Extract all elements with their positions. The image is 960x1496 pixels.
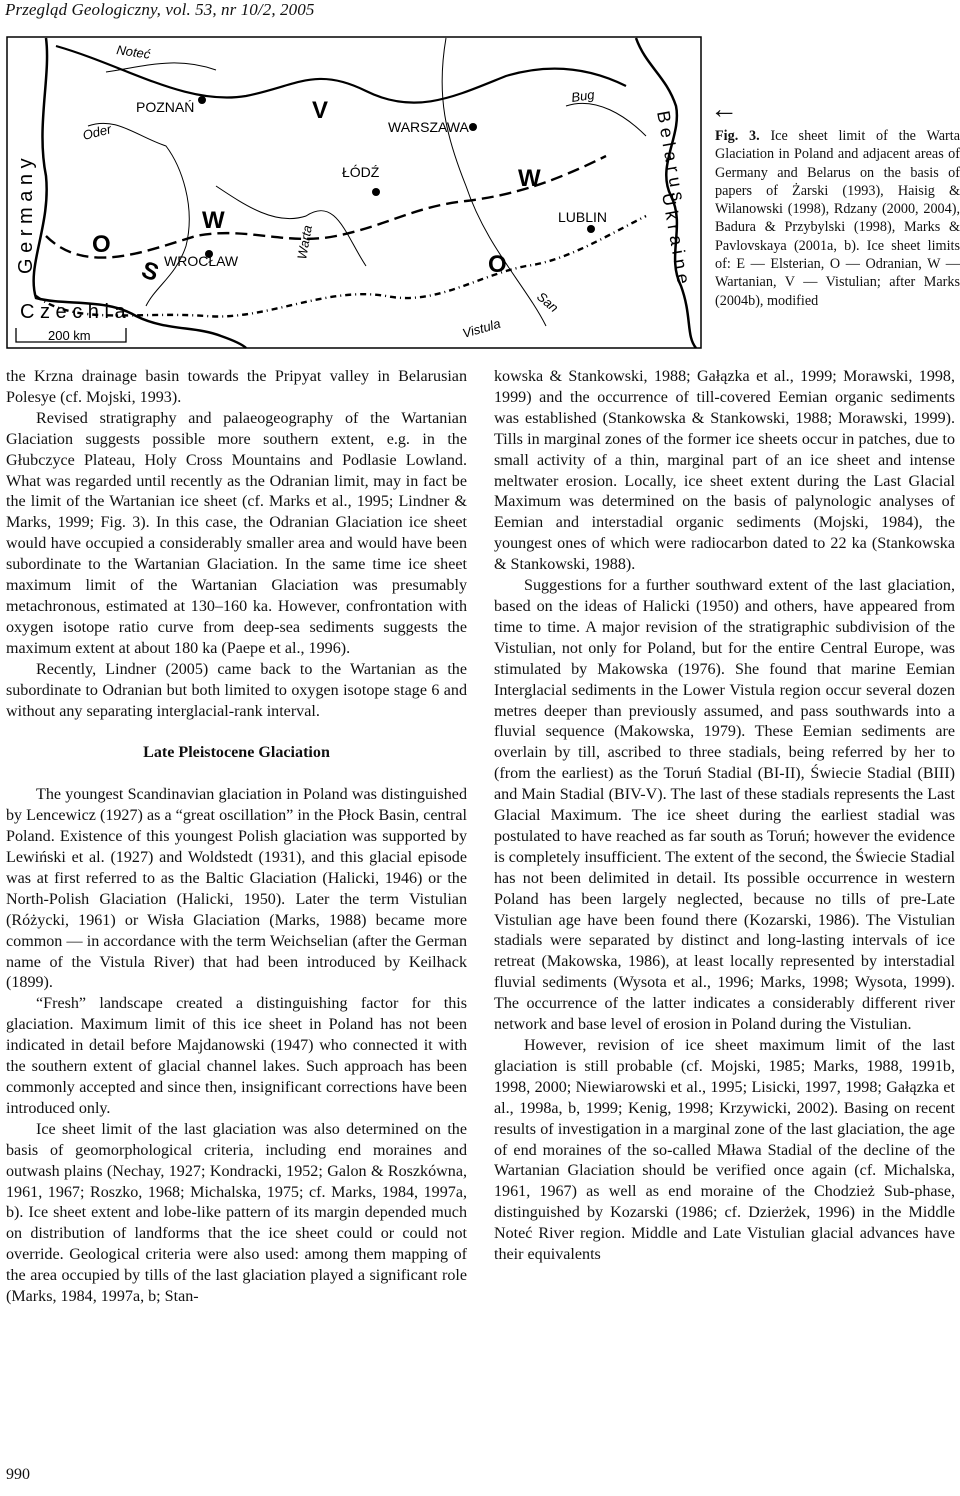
figure-number: Fig. 3.: [715, 128, 760, 144]
label-czechia: C z e c h i a: [20, 301, 126, 323]
label-san: San: [534, 288, 562, 316]
north-arrow-icon: ←: [710, 94, 738, 125]
label-lodz: ŁÓDŹ: [342, 164, 380, 180]
label-vistula: Vistula: [460, 315, 503, 341]
label-limit-o-west: O: [92, 231, 111, 258]
label-warta: Warta: [294, 224, 315, 261]
paragraph: However, revision of ice sheet maximum limit of the last glaciation is still probable (cf. Mojski, 1985; Marks, 1988, 1991b, 1998, 2000; Niewiarowski et al., 1995; Lisicki, 1997, 1998; Gałązka et al., 1998a, b, 1999; Kenig, 1998; Krzywicki, 2002). Basing on recent results of investigation in a marginal zone of the last glaciation, the age of end moraines of the so-called Mława Stadial of the decline of the Wartanian Glaciation should be verified once again (cf. Michalska, 1961, 1967) as well as end moraine of the Chodzież Sub-phase, distinguished by Kozarski (1986; cf. Dzierżek, 1996) in the Middle Noteć River region. Middle and Late Vistulian glacial advances have their equivalents: [494, 1037, 955, 1264]
section-heading: Late Pleistocene Glaciation: [143, 744, 330, 762]
label-limit-o-east: O: [488, 251, 507, 278]
label-notec: Noteć: [115, 42, 152, 62]
paragraph: kowska & Stankowski, 1988; Gałązka et al., 1999; Morawski, 1998, 1999) and the occurrence of till-covered Eemian organic sediments was established (Stankowska & Stankowski, 1988; Morawski, 1999). Tills in marginal zones of the former ice sheets occur in patches, due to small activity of a thin, marginal part of an ice sheet and intense meltwater erosion. Locally, ice sheet extent during the Last Glacial Maximum was determined on the basis of palynologic analyses of Eemian and interstadial organic sediments (Mojski, 1984), the youngest ones of which were radiocarbon dated to 22 ka (Stankowska & Stankowski, 1988).: [494, 368, 955, 574]
label-limit-w-east: W: [518, 165, 541, 192]
label-lublin: LUBLIN: [558, 209, 608, 225]
paragraph: The youngest Scandinavian glaciation in Poland was distinguished by Lencewicz (1927) as a “great oscillation” in the Płock Basin, central Poland. Existence of this youngest Polish glaciation was supported by Lewiński et al. (1927) and Woldstedt (1931), and this glacial episode was at first referred to as the Baltic Glaciation (Halicki, 1946) or the North-Polish Glaciation (Halicki, 1950). Later the term Vistulian (Różycki, 1961) or Wisła Glaciation (Marks, 1988) became more common — in accordance with the term Weichselian (after the German name of the Vistula River) that had been introduced by Keilhack (1899).: [6, 786, 467, 992]
label-oder: Oder: [81, 121, 113, 143]
ice-sheet-limit-map: [6, 36, 702, 349]
paragraph: Revised stratigraphy and palaeogeography of the Wartanian Glaciation suggests possible more southern extent, e.g. in the Głubczyce Plateau, Holy Cross Mountains and Podlasie Lowland. What was regarded until recently as the Odranian limit, may in fact be the limit of the Wartanian ice sheet (cf. Marks et al., 1995; Lindner & Marks, 1999; Fig. 3). In this case, the Odranian Glaciation ice sheet would have occupied a considerably smaller area and would have been subordinate to the Wartanian Glaciation. In the same time ice sheet maximum limit of the Wartanian Glaciation was presumably metachronous, estimated at 130–160 ka. However, confrontation with oxygen isotope ratio curve from deep-sea sediments suggests the maximum extent at about 180 ka (Paepe et al., 1996).: [6, 409, 467, 657]
label-bug: Bug: [570, 86, 596, 105]
paragraph: Recently, Lindner (2005) came back to the Wartanian as the subordinate to Odranian but both limited to oxygen isotope stage 6 and without any separating interglacial-rank interval.: [6, 660, 467, 720]
journal-header: Przegląd Geologiczny, vol. 53, nr 10/2, 2005: [5, 0, 315, 19]
label-belarus: B e l a r u s: [653, 109, 689, 203]
paragraph: “Fresh” landscape created a distinguishing factor for this glaciation. Maximum limit of this ice sheet in Poland has not been indicated in detail before Majdanowski (1947) who connected it with the southern extent of glacial channel lakes. Such approach has been commonly accepted and since then, insignificant corrections have been introduced only.: [6, 995, 467, 1117]
label-limit-w-west: W: [202, 207, 225, 234]
label-germany: G e r m a n y: [15, 158, 37, 274]
paragraph: Ice sheet limit of the last glaciation was also determined on the basis of geomorphological criteria, including end moraines and outwash plains (Nechay, 1927; Kondracki, 1952; Galon & Roszkówna, 1961, 1967; Roszko, 1968; Michalska, 1975; cf. Marks, 1984, 1997a, b). Ice sheet extent and lobe-like pattern of its margin depended much on distribution of landforms that the ice sheet could or could not override. Geological criteria were also used: among them mapping of the area occupied by tills of the last glaciation played a significant role (Marks, 1984, 1997a, b; Stan-: [6, 1120, 467, 1306]
label-ukraine: U k r a i n e: [658, 191, 694, 286]
paragraph: Suggestions for a further southward extent of the last glaciation, based on the ideas of Halicki (1950) and others, have appeared from time to time. A major revision of the stratigraphic subdivision of the Vistulian, not only for Poland, but for the entire Central Europe, was stimulated by Makowska (1976). She found that marine Eemian Interglacial sediments in the Lower Vistula region occur several dozen metres deeper than previously assumed, and pass southwards into a fluvial sequence (Makowska, 1979). These Eemian sediments are overlain by till, ascribed to three stadials, being referred by her to (from the earliest) as the Toruń Stadial (BI-II), Świecie Stadial (BIII) and Main Stadial (BIV-V). The last of these stadials represents the Last Glacial Maximum. The ice sheet during the earliest stadial was postulated to have reached as far south as Toruń; however the evidence is completely insufficient. The extent of the second, the Świecie Stadial has not been delimited in detail. Its possible occurrence in western Poland has been largely neglected, because no tills of pre-Late Vistulian age have been found there (Kozarski, 1986). The Vistulian stadials were separated by distinct and long-lasting intervals of ice retreat (Makowska, 1986), at least locally represented by interstadial fluvial sediments (Wysota et al., 1996; Marks, 1998; Wysota, 1999). The occurrence of the latter indicates a considerably different river network and base level of erosion in Poland during the Vistulian.: [494, 577, 955, 1034]
figure-caption: [715, 127, 960, 310]
label-limit-s: S: [137, 256, 163, 288]
page-number: 990: [6, 1466, 30, 1483]
right-column: [494, 367, 955, 1266]
figure-caption-text: Ice sheet limit of the Warta Glaciation in Poland and adjacent areas of Germany and Belarus on the basis of papers of Żarski (1993), Haisig & Wilanowski (1998), Rdzany (2000, 2004), Badura & Przybylski (1998), Marks & Pavlovskaya (2001a, b). Ice sheet limits of: E — Elsterian, O — Odranian, W — Wartanian, V — Vistulian; after Marks (2004b), modified: [715, 128, 960, 309]
scale-label: 200 km: [48, 328, 91, 343]
label-poznan: POZNAŃ: [136, 99, 195, 115]
paragraph: the Krzna drainage basin towards the Pripyat valley in Belarusian Polesye (cf. Mojski, 1993).: [6, 368, 467, 406]
label-warszawa: WARSZAWA: [388, 119, 469, 135]
label-limit-v: V: [312, 97, 329, 124]
left-column: [6, 367, 467, 1308]
label-wroclaw: WROCŁAW: [164, 253, 239, 269]
